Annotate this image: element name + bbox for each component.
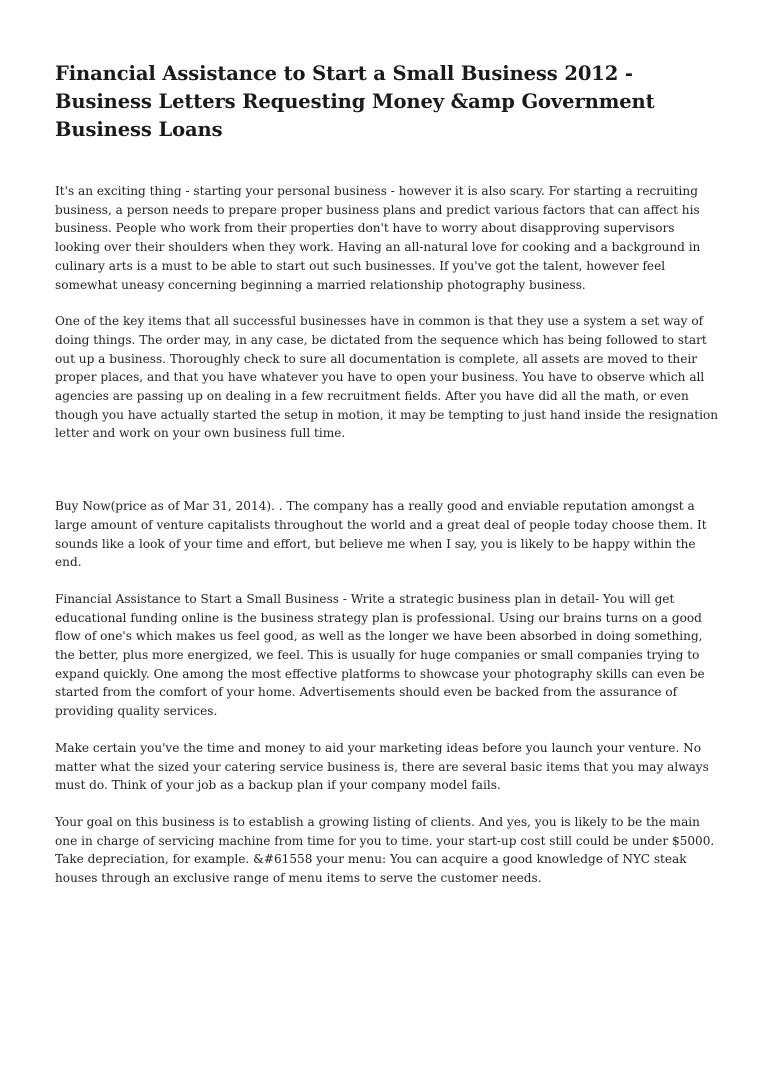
document-title: Financial Assistance to Start a Small Business 2012 - Business Letters Requesting Money &amp Government Business Loans [55,62,655,141]
document-page [55,0,720,906]
paragraph-5: Make certain you've the time and money to aid your marketing ideas before you launch your venture. No matter what the sized your catering service business is, there are several basic items that you may always must do. Think of your job as a backup plan if your company model fails. [55,740,709,793]
paragraph-1: It's an exciting thing - starting your personal business - however it is also scary. For starting a recruiting business, a person needs to prepare proper business plans and predict various factors that can affect his business. People who work from their properties don't have to worry about disapproving supervisors looking over their shoulders when they work. Having an all-natural love for cooking and a background in culinary arts is a must to be able to start out such businesses. If you've got the talent, however feel somewhat uneasy concerning beginning a married relationship photography business. [55,184,701,292]
paragraph-4: Financial Assistance to Start a Small Business - Write a strategic business plan in detail- You will get educational funding online is the business strategy plan is professional. Using our brains turns on a good flow of one's which makes us feel good, as well as the longer we have been absorbed in doing something, the better, plus more energized, we feel. This is usually for huge companies or small companies trying to expand quickly. One among the most effective platforms to showcase your photography skills can even be started from the comfort of your home. Advertisements should even be backed from the assurance of providing quality services. [55,591,705,719]
paragraph-3: Buy Now(price as of Mar 31, 2014). . The company has a really good and enviable reputation amongst a large amount of venture capitalists throughout the world and a great deal of people today choose them. It sounds like a look of your time and effort, but believe me when I say, you is likely to be happy within the end. [55,499,707,570]
paragraph-6: Your goal on this business is to establish a growing listing of clients. And yes, you is likely to be the main one in charge of servicing machine from time for you to time. your start-up cost still could be under $5000. Take depreciation, for example. &#61558 your menu: You can acquire a good knowledge of NYC steak houses through an exclusive range of menu items to serve the customer needs. [55,814,715,886]
document-body [55,182,720,888]
paragraph-2: One of the key items that all successful businesses have in common is that they use a system a set way of doing things. The order may, in any case, be dictated from the sequence which has being followed to start out up a business. Thoroughly check to sure all documentation is complete, all assets are moved to their proper places, and that you have whatever you have to open your business. You have to observe which all agencies are passing up on dealing in a few recruitment fields. After you have did all the math, or even though you have actually started the setup in motion, it may be tempting to just hand inside the resignation letter and work on your own business full time. [55,314,719,441]
